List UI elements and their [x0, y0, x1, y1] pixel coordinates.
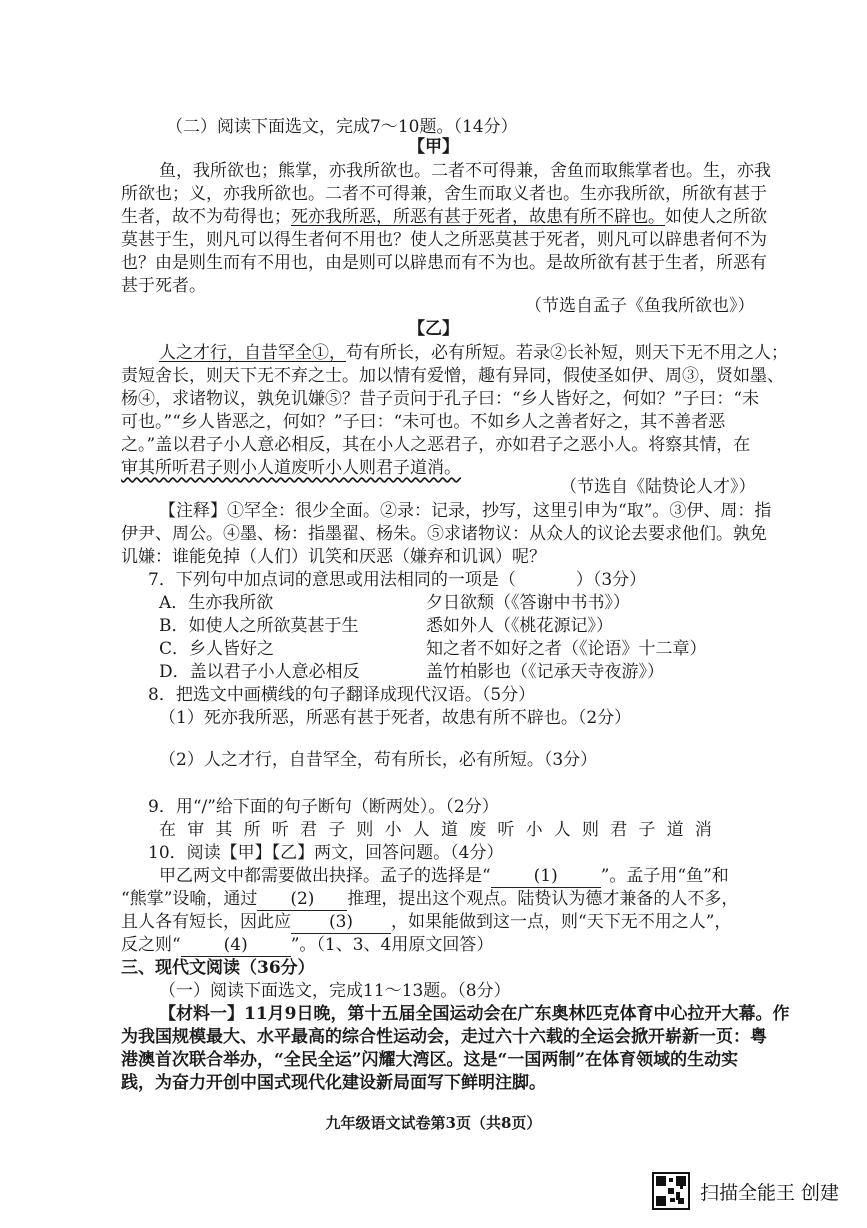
material-line-4: 践，为奋力开创中国式现代化建设新局面写下鲜明注脚。: [121, 1073, 546, 1093]
jia-line-5: 也？由是则生而有不用也，由是则可以辟患而有不为也。是故所欲有甚于生者，所恶有: [121, 253, 767, 273]
material-line-3: 港澳首次联合举办，“全民全运”闪耀大湾区。这是“一国两制”在体育领域的生动实: [121, 1050, 739, 1070]
yi-line-4: 可也。”“乡人皆恶之，何如？”子曰：“未可也。不如乡人之善者好之，其不善者恶: [121, 412, 726, 432]
jia-line-1: 鱼，我所欲也；熊掌，亦我所欲也。二者不可得兼，舍鱼而取熊掌者也。生，亦我: [159, 161, 771, 181]
q10-blank-2[interactable]: (2): [257, 888, 347, 911]
q9-sentence: 在审其所听君子则小人道废听小人则君子道消: [159, 820, 723, 840]
scanner-watermark: 扫描全能王 创建: [700, 1182, 840, 1204]
jia-line-3a: 生者，故不为苟得也；: [121, 207, 291, 227]
jia-line-4: 莫甚于生，则凡可以得生者何不用也？使人之所恶莫甚于死者，则凡可以辟患者何不为: [121, 230, 767, 250]
jia-line-3c: 如使人之所欲: [665, 207, 767, 227]
q7-option-c-left: C．乡人皆好之: [159, 639, 275, 659]
section-heading: （二）阅读下面选文，完成7～10题。（14分）: [166, 117, 518, 137]
q10-line-2: [121, 888, 738, 911]
yi-source: （节选自《陆贽论人才》）: [560, 477, 756, 497]
q7-option-d-right: 盖竹柏影也（《记承天寺夜游》）: [426, 662, 664, 682]
q7-option-a-right: 夕日欲颓（《答谢中书书》）: [426, 593, 630, 613]
q10-line-4: [121, 934, 493, 957]
yi-line-1b: 苟有所长，必有所短。若录②长补短，则天下无不用之人；: [346, 343, 788, 363]
jia-line-6: 甚于死者。: [121, 276, 206, 296]
yi-label: 【乙】: [408, 319, 459, 339]
material-line-1: 【材料一】11月9日晚，第十五届全国运动会在广东奥林匹克体育中心拉开大幕。作: [159, 1004, 790, 1024]
notes-line-2: 伊尹、周公。④墨、杨：指墨翟、杨朱。⑤求诸物议：从众人的议论去要求他们。孰免: [121, 524, 767, 544]
q7-option-b-right: 悉如外人（《桃花源记》）: [426, 616, 613, 636]
qr-code-icon: [652, 1172, 690, 1210]
jia-line-2: 所欲也；义，亦我所欲也。二者不可得兼，舍生而取义者也。生亦我所欲，所欲有甚于: [121, 184, 767, 204]
yi-underlined-sentence: 人之才行，自昔罕全①，: [159, 343, 346, 363]
q10-line-3: [121, 911, 731, 934]
q7-option-c-right: 知之者不如好之者（《论语》十二章）: [426, 639, 707, 659]
q10-line-3a: 且人各有短长，因此应: [121, 912, 291, 932]
q10-stem: 10．阅读【甲】【乙】两文，回答问题。（4分）: [148, 843, 504, 863]
jia-source: （节选自孟子《鱼我所欲也》）: [525, 296, 755, 316]
material-line-2: 为我国规模最大、水平最高的综合性运动会，走过六十六载的全运会掀开崭新一页：粤: [121, 1027, 767, 1047]
jia-line-3: [121, 206, 767, 228]
q7-option-d-left: D．盖以君子小人意必相反: [159, 662, 360, 682]
q10-line-1: [159, 865, 729, 888]
q8-sub1: （1）死亦我所恶，所恶有甚于死者，故患有所不辟也。（2分）: [159, 708, 632, 728]
q10-blank-1[interactable]: (1): [491, 865, 601, 888]
q7-score: ）（3分）: [575, 570, 647, 590]
q9-stem: 9．用“/”给下面的句子断句（断两处）。（2分）: [148, 797, 499, 817]
notes-line-1: 【注释】①罕全：很少全面。②录：记录，抄写，这里引申为“取”。③伊、周：指: [159, 501, 772, 521]
q10-line-2b: 推理，提出这个观点。陆贽认为德才兼备的人不多，: [347, 889, 739, 909]
yi-wavy-sentence: 审其所听君子则小人道废听小人则君子道消。: [121, 458, 461, 478]
yi-line-6: [121, 457, 461, 479]
q7-option-b-left: B．如使人之所欲莫甚于生: [159, 616, 359, 636]
section3-sub: （一）阅读下面选文，完成11～13题。（8分）: [159, 981, 511, 1001]
q10-line-1b: ”。孟子用“鱼”和: [600, 866, 729, 886]
section3-heading: 三、现代文阅读（36分）: [121, 958, 315, 978]
q7-option-a-left: A．生亦我所欲: [159, 593, 274, 613]
q10-blank-3[interactable]: (3): [291, 911, 391, 934]
q7-stem: [148, 569, 646, 591]
q10-line-2a: “熊掌”设喻，通过: [121, 889, 258, 909]
yi-line-5: 之。”盖以君子小人意必相反，其在小人之恶君子，亦如君子之恶小人。将察其情，在: [121, 435, 751, 455]
q8-sub2: （2）人之才行，自昔罕全，苟有所长，必有所短。（3分）: [159, 750, 598, 770]
q10-blank-4[interactable]: (4): [181, 934, 291, 957]
q10-line-4b: ”。（1、3、4用原文回答）: [290, 935, 494, 955]
q10-line-3b: ，如果能做到这一点，则“天下无不用之人”，: [391, 912, 732, 932]
page-footer: 九年级语文试卷第3页（共8页）: [325, 1114, 542, 1132]
jia-label: 【甲】: [408, 137, 459, 157]
jia-underlined-sentence: 死亦我所恶，所恶有甚于死者，故患有所不辟也。: [291, 207, 665, 227]
yi-line-3: 杨④，求诸物议，孰免讥嫌⑤？昔子贡问于孔子曰：“乡人皆好之，何如？”子曰：“未: [121, 389, 760, 409]
q8-stem: 8．把选文中画横线的句子翻译成现代汉语。（5分）: [148, 685, 536, 705]
q10-line-4a: 反之则“: [121, 935, 181, 955]
yi-line-1: [159, 342, 788, 364]
q10-line-1a: 甲乙两文中都需要做出抉择。孟子的选择是“: [159, 866, 491, 886]
q7-stem-text: 7．下列句中加点词的意思或用法相同的一项是（: [148, 570, 516, 590]
notes-line-3: 讥嫌：谁能免掉（人们）讥笑和厌恶（嫌弃和讥讽）呢？: [121, 547, 546, 567]
yi-line-2: 责短舍长，则天下无不弃之士。加以情有爱憎，趣有异同，假使圣如伊、周③，贤如墨、: [121, 366, 784, 386]
